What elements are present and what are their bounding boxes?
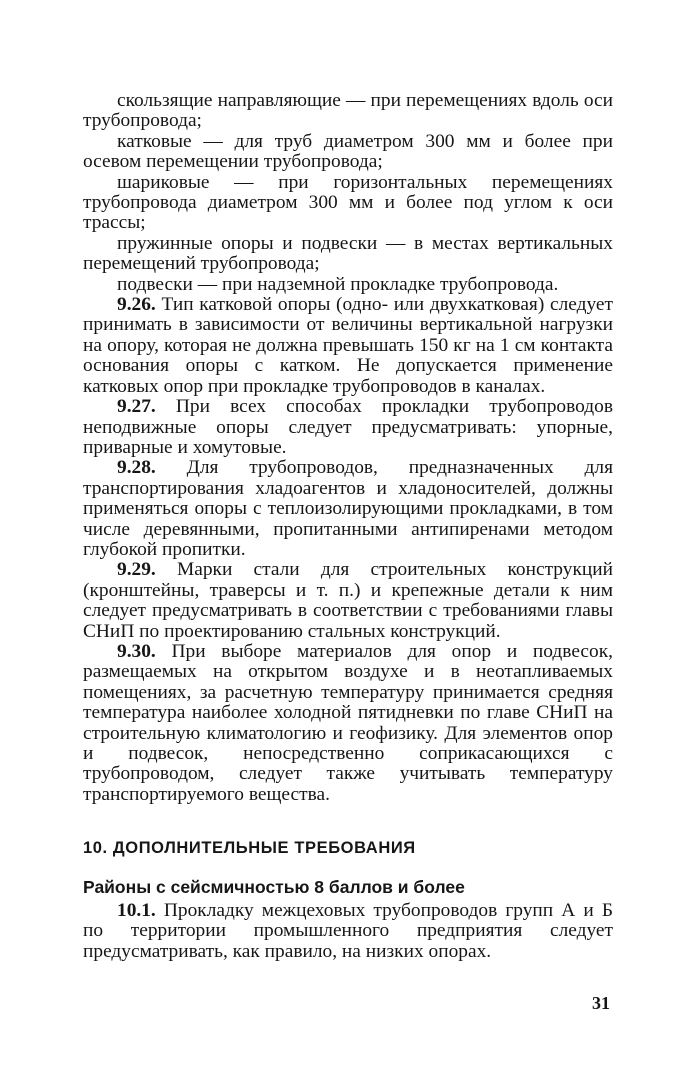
clause-9-29: 9.29. Марки стали для строительных конструкций (кронштейны, траверсы и т. п.) и крепежные детали к ним следует предусматривать в соответствии с требованиями главы СНиП по проектированию стальных конструкций.	[83, 559, 613, 642]
clause-9-28: 9.28. Для трубопроводов, предназначенных для транспортирования хладоагентов и хладоносителей, должны применяться опоры с теплоизолирующими прокладками, в том числе деревянными, пропитанными антипиренами методом глубокой пропитки.	[83, 457, 613, 560]
clause-number: 9.26.	[117, 294, 156, 316]
clause-9-30: 9.30. При выборе материалов для опор и подвесок, размещаемых на открытом воздухе и в неотапливаемых помещениях, за расчетную температуру принимается средняя температура наиболее холодной пятидневки по главе СНиП на строительную климатологию и геофизику. Для элементов опор и подвесок, непосредственно соприкасающихся с трубопроводом, следует также учитывать температуру транспортируемого вещества.	[83, 640, 613, 805]
clause-10-1: 10.1. Прокладку межцеховых трубопроводов групп А и Б по территории промышленного предприятия следует предусматривать, как правило, на низких опорах.	[83, 900, 613, 962]
subsection-heading: Районы с сейсмичностью 8 баллов и более	[83, 876, 465, 897]
clause-9-27: 9.27. При всех способах прокладки трубопроводов неподвижные опоры следует предусматривать: упорные, приварные и хомутовые.	[83, 396, 613, 458]
clause-9-26: 9.26. Тип катковой опоры (одно- или двухкатковая) следует принимать в зависимости от величины вертикальной нагрузки на опору, которая не должна превышать 150 кг на 1 см контакта основания опоры с катком. Не допускается применение катковых опор при прокладке трубопроводов в каналах.	[83, 294, 613, 397]
clause-number: 9.28.	[117, 457, 156, 479]
clause-number: 9.30.	[117, 640, 156, 662]
paragraph: катковые — для труб диаметром 300 мм и более при осевом перемещении трубопровода;	[83, 130, 613, 173]
paragraph: скользящие направляющие — при перемещениях вдоль оси трубопровода;	[83, 90, 613, 132]
page-number: 31	[592, 993, 610, 1013]
clause-number: 9.29.	[117, 559, 156, 581]
clause-number: 9.27.	[117, 396, 156, 418]
paragraph: подвески — при надземной прокладке трубопровода.	[117, 273, 559, 295]
paragraph: шариковые — при горизонтальных перемещениях трубопровода диаметром 300 мм и более под углом к оси трассы;	[83, 171, 613, 234]
body-text	[83, 91, 613, 962]
paragraph: пружинные опоры и подвески — в местах вертикальных перемещений трубопровода;	[83, 232, 613, 275]
clause-number: 10.1.	[117, 900, 156, 922]
section-heading: 10. ДОПОЛНИТЕЛЬНЫЕ ТРЕБОВАНИЯ	[83, 839, 416, 858]
